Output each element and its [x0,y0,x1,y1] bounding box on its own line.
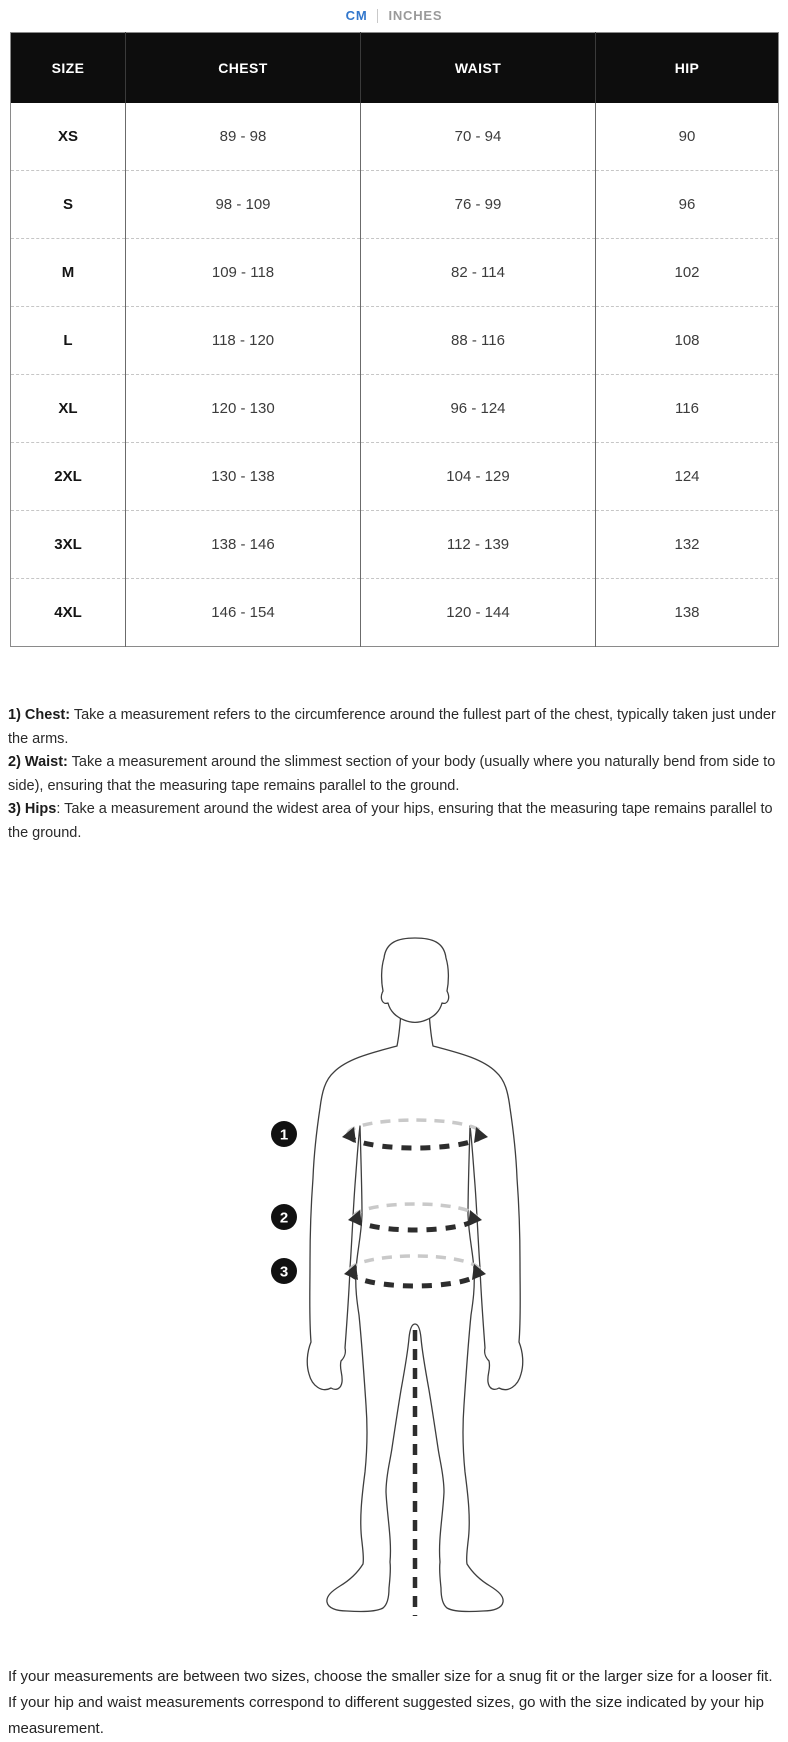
cell-size: L [11,307,126,375]
marker-1-badge [271,1121,297,1147]
unit-toggle-cm[interactable]: CM [345,8,368,23]
marker-1-number: 1 [279,1126,289,1144]
sizing-note [8,1664,782,1742]
cell-size: S [11,171,126,239]
column-header-waist: WAIST [361,33,596,104]
instruction-chest-label: 1) Chest: [8,707,71,723]
instruction-waist-label: 2) Waist: [8,754,68,770]
cell-hip: 102 [596,239,779,307]
marker-3-number: 3 [279,1263,289,1281]
instruction-waist-text: Take a measurement around the slimmest section of your body (usually where you naturally bend from side to side), ensuring that the measuring tape remains parallel to the ground. [8,754,776,794]
unit-toggle-inches[interactable]: INCHES [388,8,443,23]
cell-waist: 82 - 114 [361,239,596,307]
cell-size: M [11,239,126,307]
instruction-hips-text: : Take a measurement around the widest area of your hips, ensuring that the measuring tape remains parallel to the ground. [8,801,773,841]
cell-size: 3XL [11,511,126,579]
cell-waist: 88 - 116 [361,307,596,375]
marker-2-badge [271,1204,297,1230]
cell-waist: 70 - 94 [361,103,596,171]
cell-hip: 116 [596,375,779,443]
marker-2-number: 2 [279,1209,289,1227]
cell-size: XS [11,103,126,171]
cell-waist: 112 - 139 [361,511,596,579]
cell-chest: 118 - 120 [126,307,361,375]
cell-chest: 130 - 138 [126,443,361,511]
cell-waist: 120 - 144 [361,579,596,647]
cell-chest: 109 - 118 [126,239,361,307]
cell-hip: 124 [596,443,779,511]
cell-hip: 108 [596,307,779,375]
cell-hip: 138 [596,579,779,647]
cell-waist: 96 - 124 [361,375,596,443]
cell-size: 2XL [11,443,126,511]
marker-3-badge [271,1258,297,1284]
cell-chest: 89 - 98 [126,103,361,171]
cell-waist: 76 - 99 [361,171,596,239]
cell-chest: 120 - 130 [126,375,361,443]
cell-size: XL [11,375,126,443]
column-header-chest: CHEST [126,33,361,104]
sizing-note-text: If your measurements are between two sizes, choose the smaller size for a snug fit or the larger size for a looser fit. If your hip and waist measurements correspond to different suggested sizes, go with the size indicated by your hip measurement. [8,1668,773,1737]
cell-waist: 104 - 129 [361,443,596,511]
instruction-chest-text: Take a measurement refers to the circumference around the fullest part of the chest, typically taken just under the arms. [8,707,776,747]
cell-chest: 146 - 154 [126,579,361,647]
column-header-size: SIZE [11,33,126,104]
cell-hip: 96 [596,171,779,239]
cell-chest: 98 - 109 [126,171,361,239]
cell-chest: 138 - 146 [126,511,361,579]
column-header-hip: HIP [596,33,779,104]
cell-size: 4XL [11,579,126,647]
instruction-hips-label: 3) Hips [8,801,57,817]
cell-hip: 90 [596,103,779,171]
cell-hip: 132 [596,511,779,579]
